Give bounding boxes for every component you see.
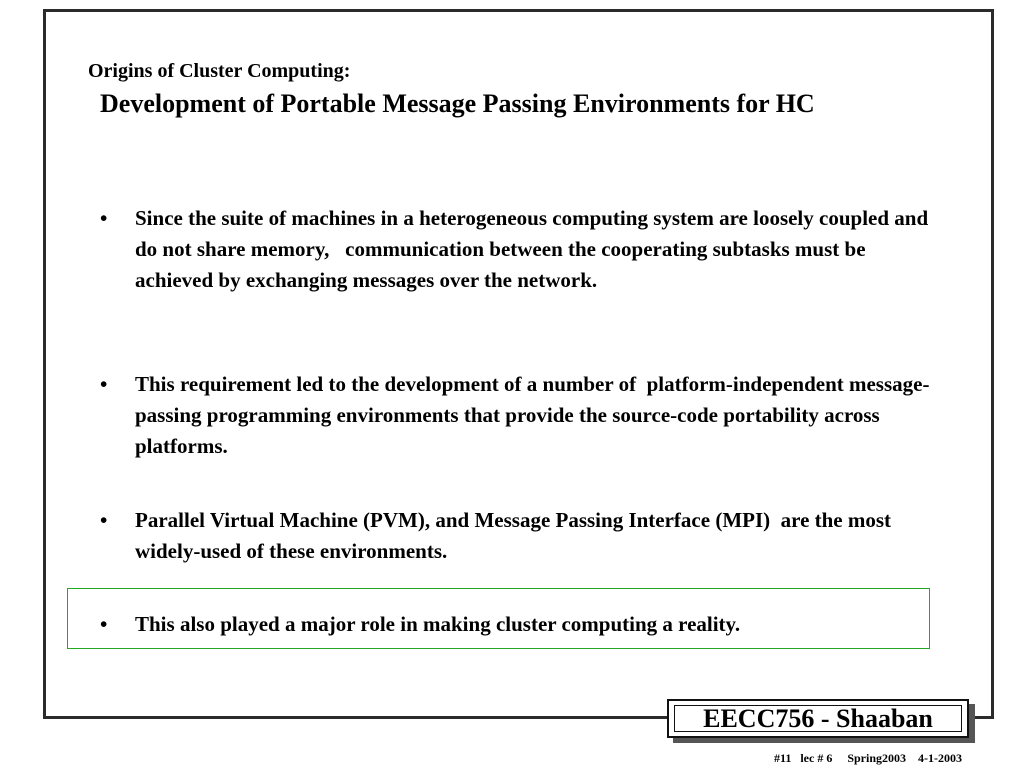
slide-footer: #11 lec # 6 Spring2003 4-1-2003 xyxy=(774,751,962,765)
slide-title: Development of Portable Message Passing Environments for HC xyxy=(100,89,815,118)
bullet-text: Parallel Virtual Machine (PVM), and Message Passing Interface (MPI) are the most widely-used of these environments. xyxy=(135,508,897,563)
course-badge-label: EECC756 - Shaaban xyxy=(674,705,962,732)
bullet-dot: • xyxy=(100,508,108,532)
bullet-item xyxy=(100,505,940,567)
bullet-item xyxy=(100,203,940,296)
bullet-dot: • xyxy=(100,372,108,396)
bullet-text: This also played a major role in making cluster computing a reality. xyxy=(135,612,741,636)
course-badge xyxy=(667,699,969,738)
bullet-text: This requirement led to the development of a number of platform-independent message-passing programming environments that provide the source-code portability across platforms. xyxy=(135,372,930,458)
bullet-dot: • xyxy=(100,206,108,230)
slide-subtitle: Origins of Cluster Computing: xyxy=(88,60,351,82)
bullet-item xyxy=(100,369,940,462)
bullet-item-highlighted xyxy=(100,609,940,640)
bullet-text: Since the suite of machines in a heterogeneous computing system are loosely coupled and do not share memory, communication between the cooperating subtasks must be achieved by exchanging messages over the network. xyxy=(135,206,934,292)
bullet-dot: • xyxy=(100,612,108,636)
